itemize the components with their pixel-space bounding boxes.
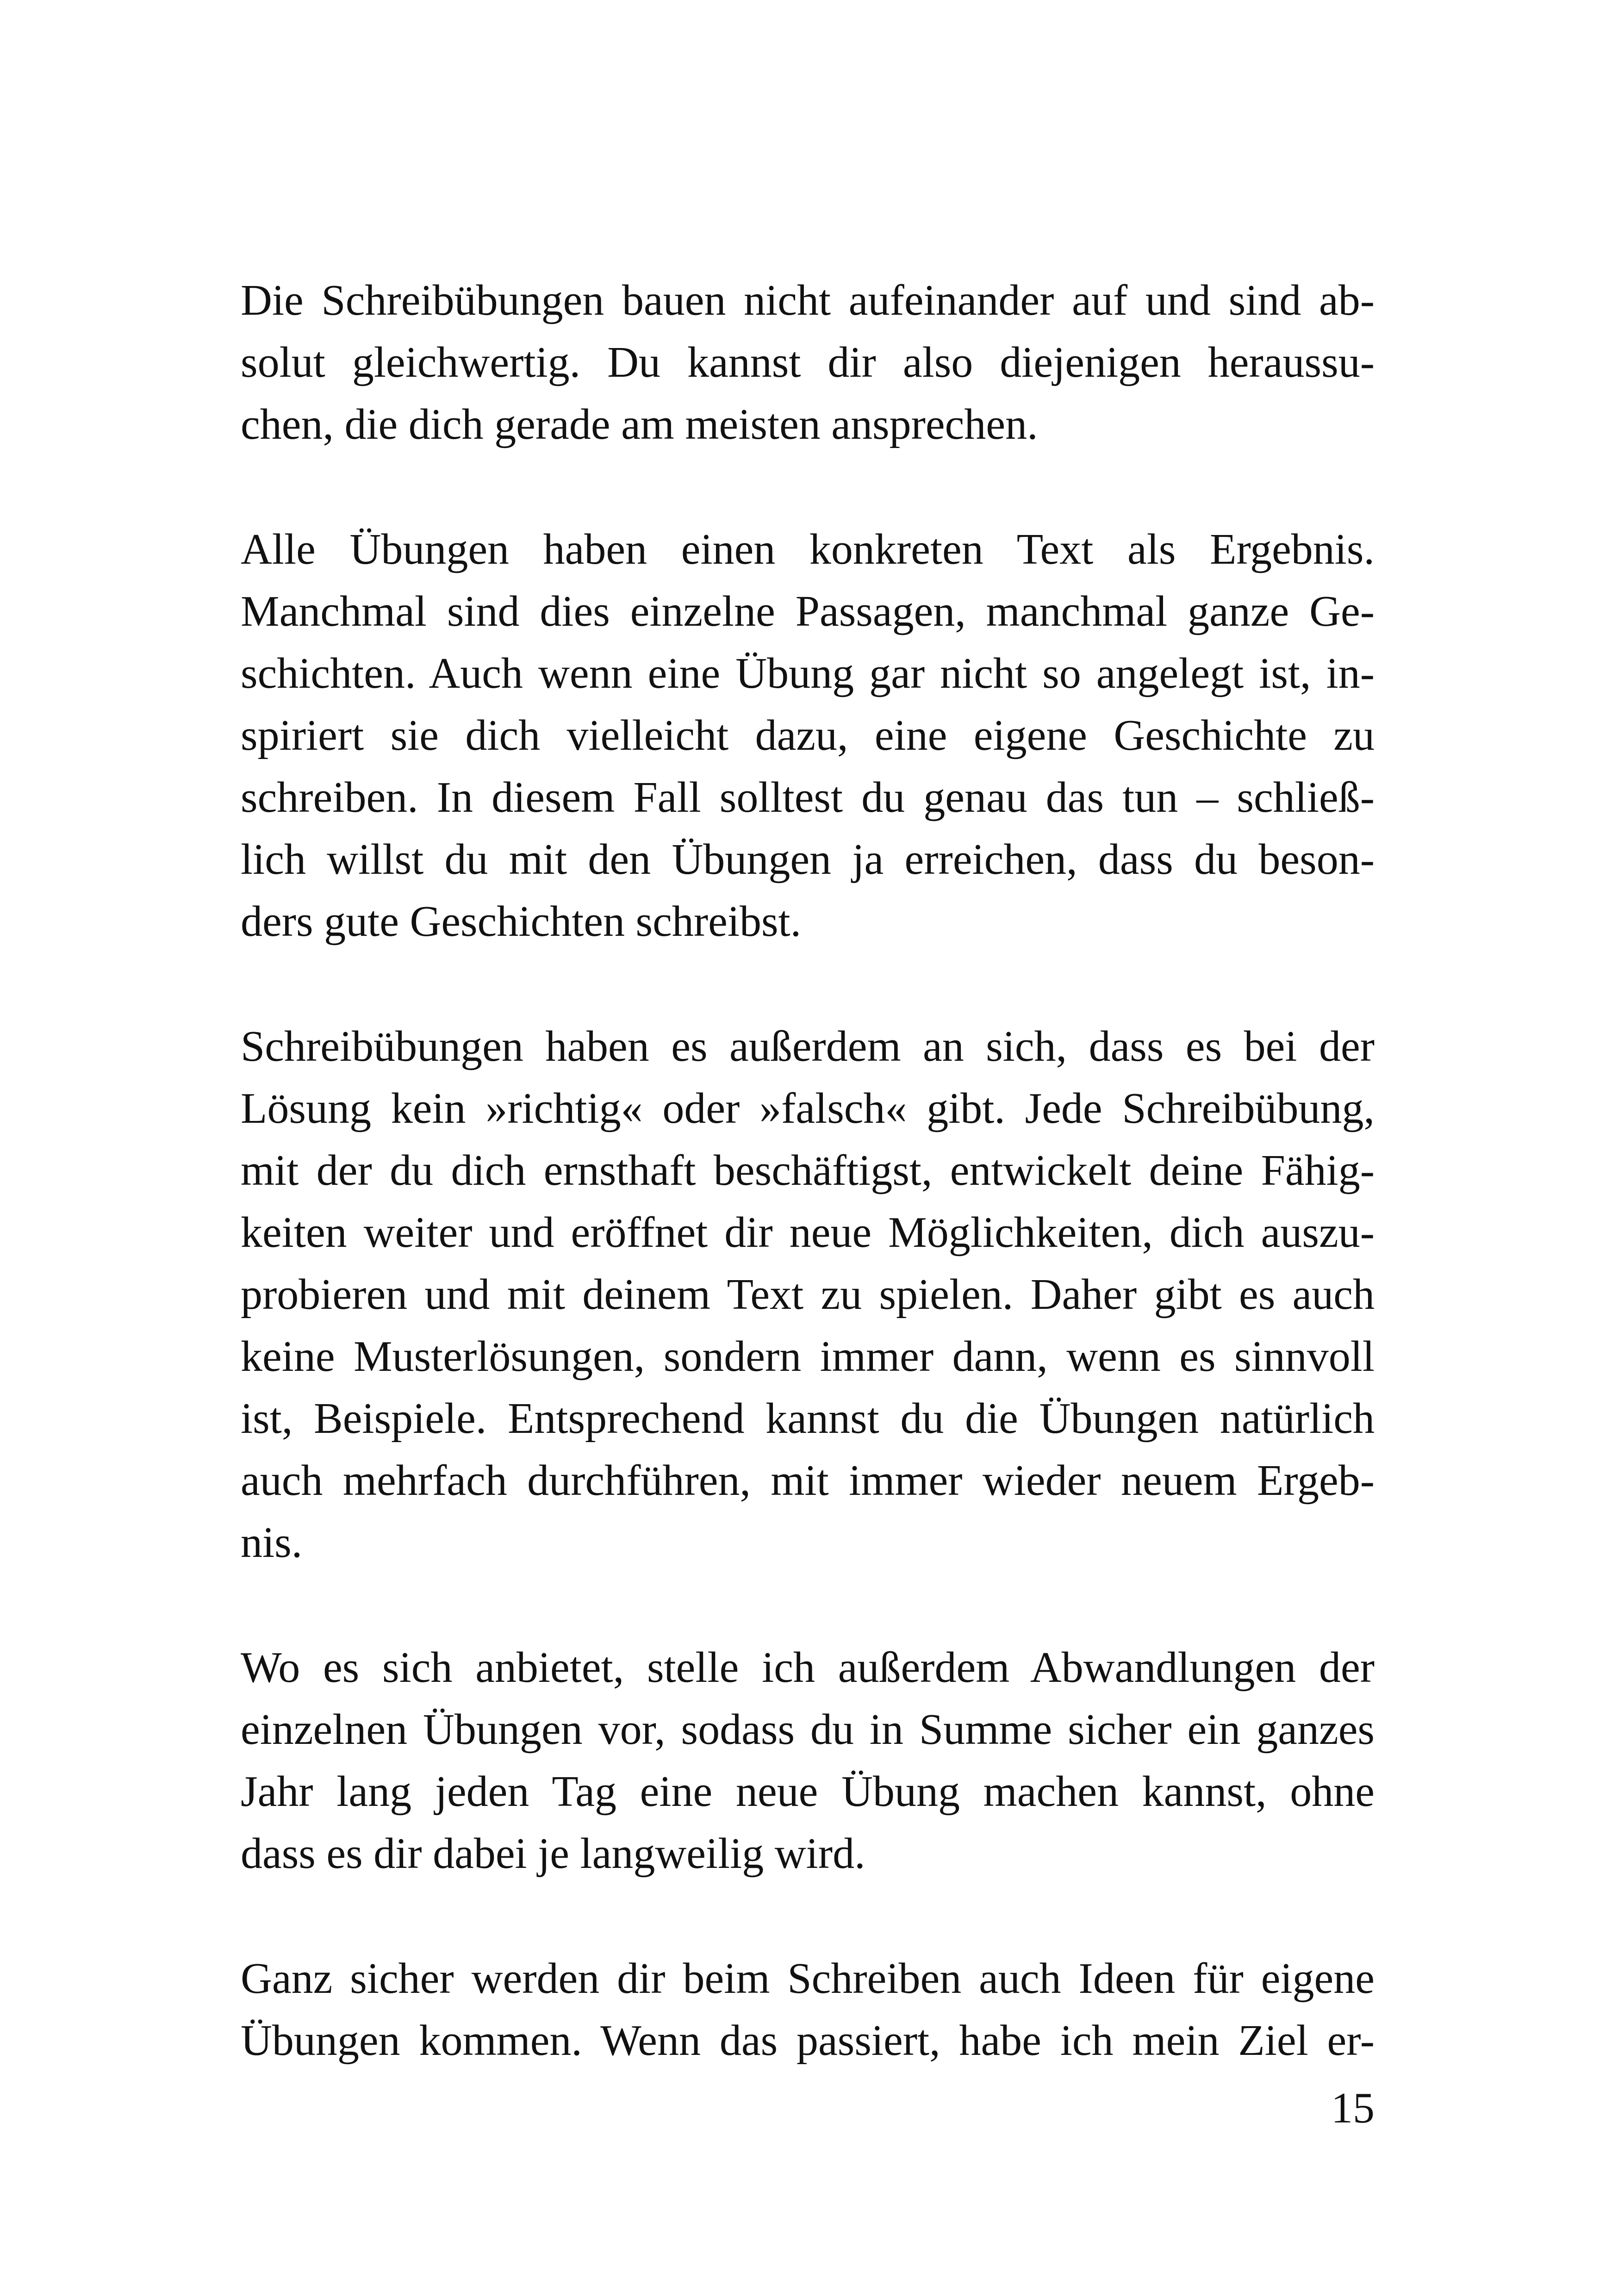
text-line: ist, Beispiele. Entsprechend kannst du die Übungen natürlich [241, 1394, 1375, 1443]
text-line: Jahr lang jeden Tag eine neue Übung machen kannst, ohne [241, 1767, 1375, 1816]
text-line: probieren und mit deinem Text zu spielen. Daher gibt es auch [241, 1270, 1375, 1319]
text-line: mit der du dich ernsthaft beschäftigst, entwickelt deine Fähig- [241, 1146, 1375, 1195]
text-line: dass es dir dabei je langweilig wird. [241, 1829, 865, 1878]
text-line: keiten weiter und eröffnet dir neue Möglichkeiten, dich auszu- [241, 1208, 1375, 1257]
text-line: schichten. Auch wenn eine Übung gar nicht so angelegt ist, in- [241, 649, 1375, 697]
text-line: Übungen kommen. Wenn das passiert, habe ich mein Ziel er- [241, 2016, 1375, 2065]
page-number: 15 [1331, 2084, 1375, 2132]
paragraph [241, 1015, 1375, 1574]
text-line: Alle Übungen haben einen konkreten Text als Ergebnis. [241, 525, 1375, 573]
text-line: nis. [241, 1518, 303, 1567]
text-line: Schreibübungen haben es außerdem an sich, dass es bei der [241, 1022, 1375, 1070]
text-line: Manchmal sind dies einzelne Passagen, manchmal ganze Ge- [241, 587, 1375, 635]
text-line: schreiben. In diesem Fall solltest du genau das tun – schließ- [241, 773, 1375, 821]
text-line: einzelnen Übungen vor, sodass du in Summe sicher ein ganzes [241, 1705, 1375, 1754]
paragraph [241, 518, 1375, 952]
text-line: auch mehrfach durchführen, mit immer wieder neuem Ergeb- [241, 1456, 1375, 1505]
body-text [241, 269, 1375, 2134]
text-line: chen, die dich gerade am meisten ansprechen. [241, 400, 1038, 448]
text-line: Ganz sicher werden dir beim Schreiben auch Ideen für eigene [241, 1954, 1375, 2003]
text-line: ders gute Geschichten schreibst. [241, 897, 802, 946]
paragraph [241, 1948, 1375, 2072]
text-line: spiriert sie dich vielleicht dazu, eine eigene Geschichte zu [241, 711, 1375, 759]
text-line: Lösung kein »richtig« oder »falsch« gibt. Jede Schreibübung, [241, 1084, 1375, 1132]
paragraph [241, 1636, 1375, 1885]
paragraph [241, 269, 1375, 455]
text-line: Wo es sich anbietet, stelle ich außerdem Abwandlungen der [241, 1643, 1375, 1692]
text-line: Die Schreibübungen bauen nicht aufeinander auf und sind ab- [241, 276, 1375, 324]
text-line: keine Musterlösungen, sondern immer dann, wenn es sinnvoll [241, 1332, 1375, 1381]
text-line: lich willst du mit den Übungen ja erreichen, dass du beson- [241, 835, 1375, 884]
text-line: solut gleichwertig. Du kannst dir also diejenigen heraussu- [241, 338, 1375, 386]
